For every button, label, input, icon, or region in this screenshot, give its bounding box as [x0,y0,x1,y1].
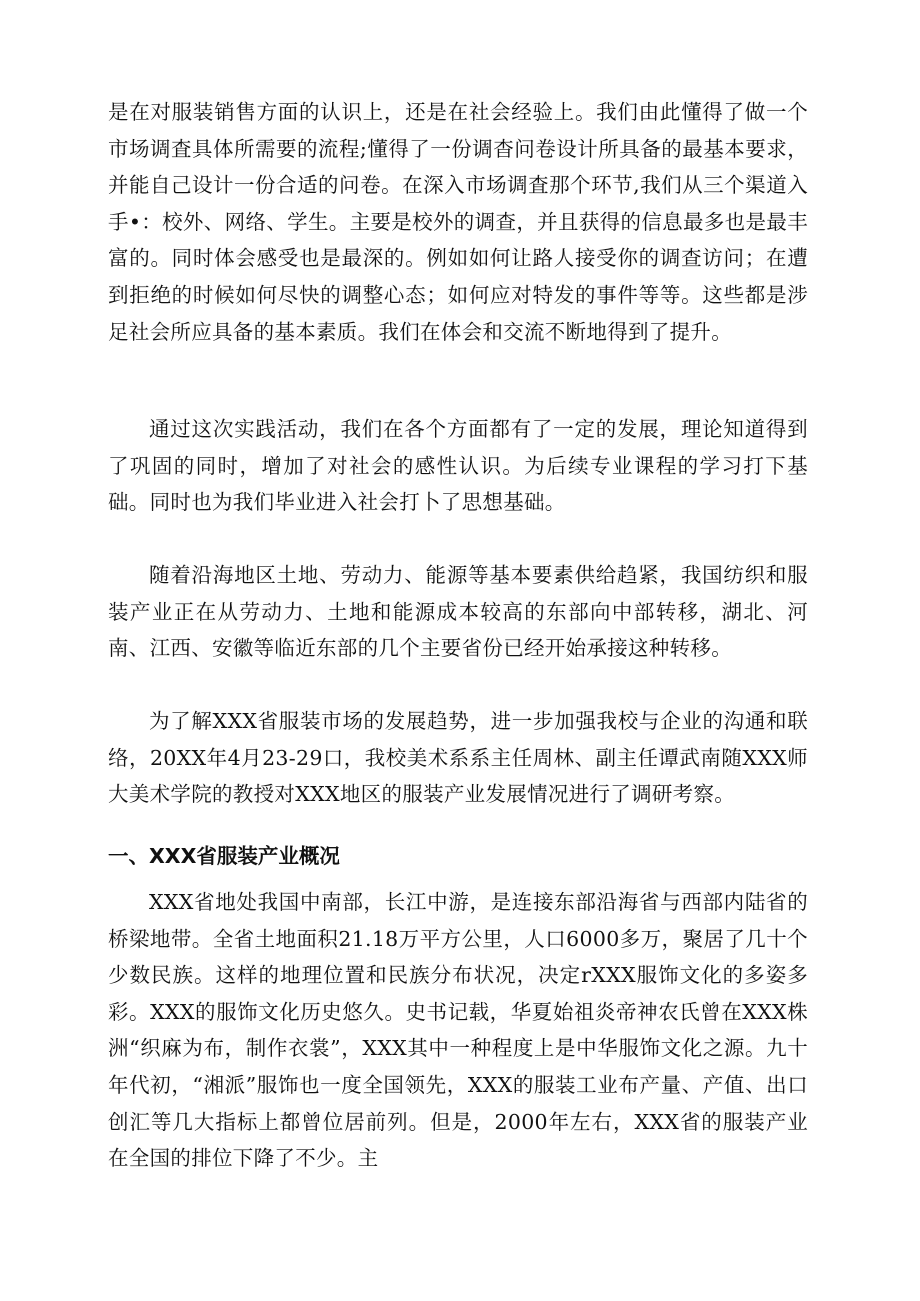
paragraph-industry-transfer: 随着沿海地区土地、劳动力、能源等基本要素供给趋紧，我国纺织和服装产业正在从劳动力、土地和能源成本较高的东部向中部转移，湖北、河南、江西、安徽等临近东部的几个主要省份已经开始承接这种转移。 [108,563,808,661]
paragraph-practice-outcome: 通过这次实践活动，我们在各个方面都有了一定的发展，理论知道得到了巩固的同时，增加了对社会的感性认识。为后续专业课程的学习打下基础。同时也为我们毕业进入社会打卜了思想基础。 [108,417,808,515]
paragraph-province-overview: XXX省地处我国中南部，长江中游，是连接东部沿海省与西部内陆省的桥梁地带。全省土地面积21.18万平方公里，人口6000多万，聚居了几十个少数民族。这样的地理位置和民族分布状况，决定rXXX服饰文化的多姿多彩。XXX的服饰文化历史悠久。史书记载，华夏始祖炎帝神农氏曾在XXX株洲“织麻为布，制作衣裳”，XXX其中一种程度上是中华服饰文化之源。九十年代初，“湘派”服饰也一度全国领先，XXX的服装工业布产量、产值、出口创汇等几大指标上都曾位居前列。但是，2000年左右，XXX省的服装产业在全国的排位下降了不少。主 [108,890,808,1171]
paragraph-practice-experience: 是在对服装销售方面的认识上，还是在社会经验上。我们由此懂得了做一个市场调査具体所需要的流程;懂得了一份调杳问卷设计所具备的最基本要求，并能自己设计一份合适的问卷。在深入市场调査那个环节,我们从三个渠道入手•：校外、网络、学生。主要是校外的调查，并且获得的信息最多也是最丰富的。同时体会感受也是最深的。例如如何让路人接受你的调查访问；在遭到拒绝的时候如何尽快的调整心态；如何应对特发的事件等等。这些都是涉足社会所应具备的基本素质。我们在体会和交流不断地得到了提升。 [108,100,808,344]
paragraph-research-trip: 为了解XXX省服装市场的发展趋势，进一步加强我校与企业的沟通和联络，20XX年4月23-29口，我校美术系系主任周林、副主任谭武南随XXX师大美术学院的教授对XXX地区的服装产业发展情况进行了调研考察。 [108,709,808,807]
section-heading-industry-overview: 一、XXX省服装产业概况 [108,844,340,868]
